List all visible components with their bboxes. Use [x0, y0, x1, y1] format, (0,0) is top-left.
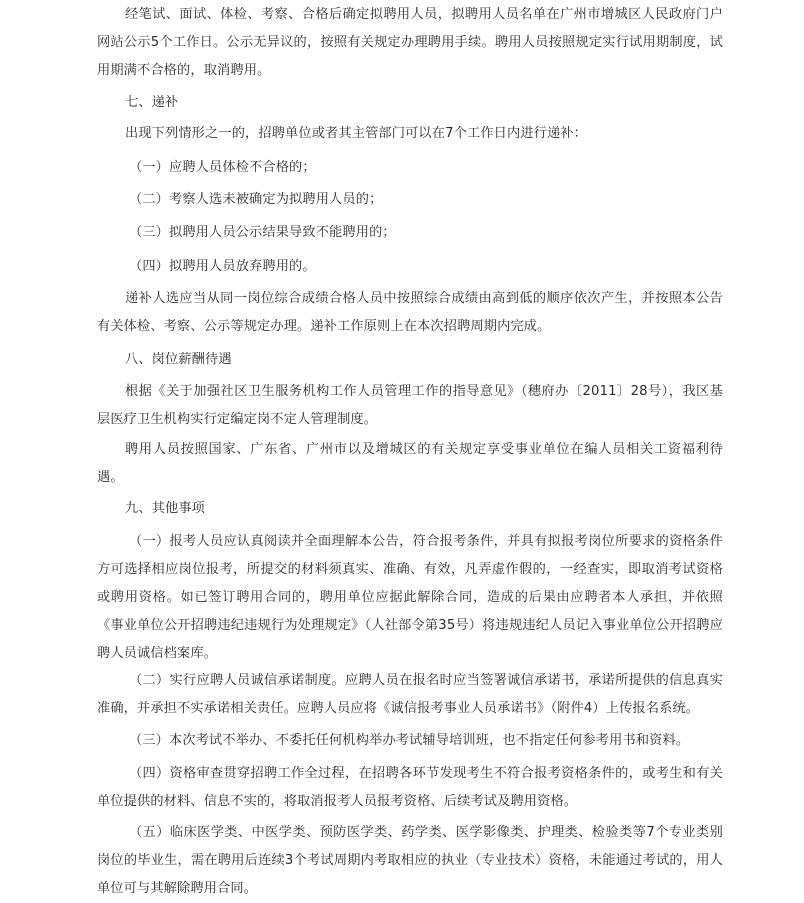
paragraph-announcement-publicity: 经笔试、面试、体检、考察、合格后确定拟聘用人员，拟聘用人员名单在广州市增城区人民政府门户网站公示5个工作日。公示无异议的，按照有关规定办理聘用手续。聘用人员按照规定实行试用期制度，试用期满不合格的，取消聘用。: [97, 7, 723, 78]
heading-section-7-replacement: 七、递补: [125, 95, 179, 110]
paragraph-replacement-conditions: 出现下列情形之一的，招聘单位或者其主管部门可以在7个工作日内进行递补：: [125, 126, 588, 141]
list-item-replacement-4: （四）拟聘用人员放弃聘用的。: [129, 259, 316, 274]
heading-section-8-salary: 八、岗位薪酬待遇: [125, 352, 232, 367]
paragraph-salary-benefits: 聘用人员按照国家、广东省、广州市以及增城区的有关规定享受事业单位在编人员相关工资福利待遇。: [97, 442, 723, 485]
list-item-replacement-1: （一）应聘人员体检不合格的；: [129, 160, 316, 175]
paragraph-replacement-rules: 递补人选应当从同一岗位综合成绩合格人员中按照综合成绩由高到低的顺序依次产生，并按照本公告有关体检、考察、公示等规定办理。递补工作原则上在本次招聘周期内完成。: [97, 291, 723, 334]
list-item-replacement-3: （三）拟聘用人员公示结果导致不能聘用的；: [129, 225, 396, 240]
paragraph-other-4-qualification-review: （四）资格审查贯穿招聘工作全过程，在招聘各环节发现考生不符合报考资格条件的，或考生和有关单位提供的材料、信息不实的，将取消报考人员报考资格、后续考试及聘用资格。: [97, 766, 723, 809]
paragraph-other-3-no-training: （三）本次考试不举办、不委托任何机构举办考试辅导培训班，也不指定任何参考用书和资料。: [129, 733, 690, 748]
heading-section-9-other: 九、其他事项: [125, 501, 206, 516]
paragraph-other-1-integrity: （一）报考人员应认真阅读并全面理解本公告，符合报考条件，并具有拟报考岗位所要求的资格条件方可选择相应岗位报考，所提交的材料须真实、准确、有效，凡弄虚作假的，一经查实，即取消考试资格或聘用资格。如已签订聘用合同的，聘用单位应据此解除合同，造成的后果由应聘者本人承担，并依照《事业单位公开招聘违纪违规行为处理规定》（人社部令第35号）将违规违纪人员记入事业单位公开招聘应聘人员诚信档案库。: [97, 534, 723, 661]
paragraph-other-2-commitment: （二）实行应聘人员诚信承诺制度。应聘人员在报名时应当签署诚信承诺书，承诺所提供的信息真实准确，并承担不实承诺相关责任。应聘人员应将《诚信报考事业人员承诺书》（附件4）上传报名系统。: [97, 673, 723, 716]
paragraph-other-5-certification: （五）临床医学类、中医学类、预防医学类、药学类、医学影像类、护理类、检验类等7个专业类别岗位的毕业生，需在聘用后连续3个考试周期内考取相应的执业（专业技术）资格，未能通过考试的，用人单位可与其解除聘用合同。: [97, 825, 723, 896]
list-item-replacement-2: （二）考察人选未被确定为拟聘用人员的；: [129, 192, 383, 207]
paragraph-salary-basis: 根据《关于加强社区卫生服务机构工作人员管理工作的指导意见》（穗府办〔2011〕28号），我区基层医疗卫生机构实行定编定岗不定人管理制度。: [97, 384, 723, 427]
